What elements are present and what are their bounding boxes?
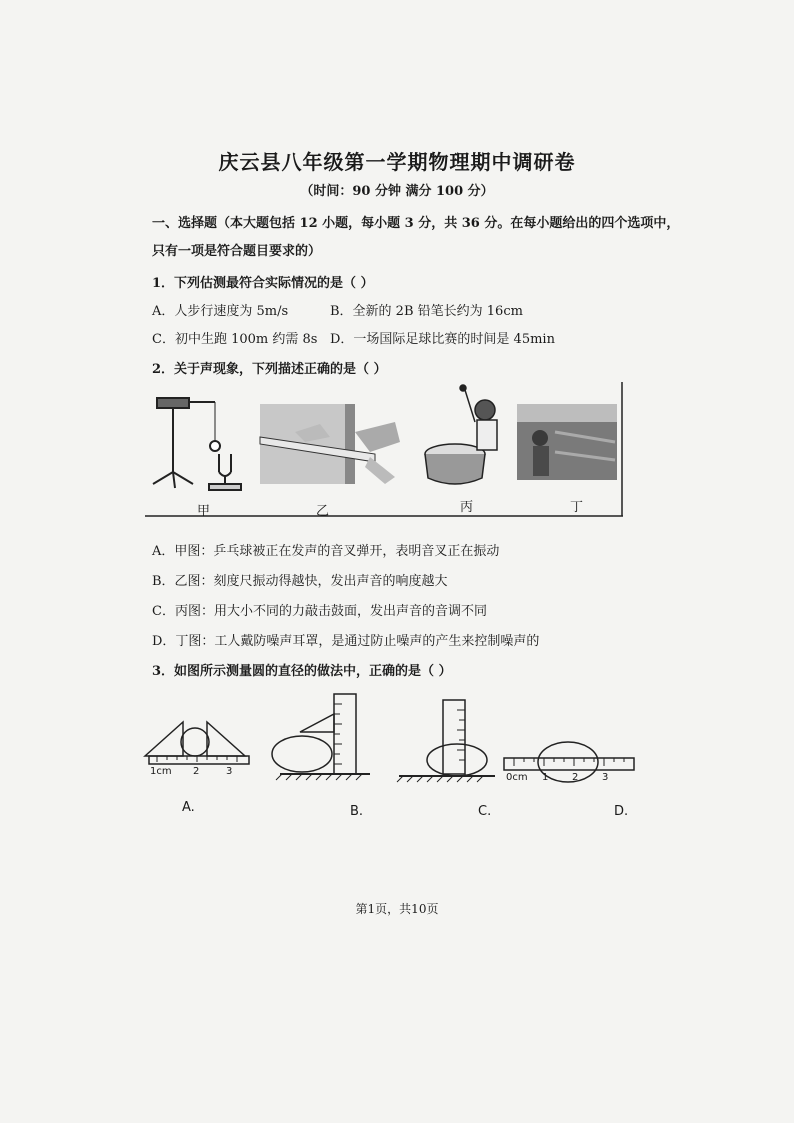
- ruler-d-label-2: 2: [572, 772, 579, 783]
- q1-option-d: D．一场国际足球比赛的时间是 45min: [330, 332, 555, 347]
- q2-option-b: B．乙图：刻度尺振动得越快，发出声音的响度越大: [152, 574, 448, 589]
- ruler-a-label-1cm: 1cm: [150, 766, 172, 777]
- q2-option-a: A．甲图：乒乓球被正在发声的音叉弹开，表明音叉正在振动: [152, 544, 500, 559]
- q3-figure-label-a: A.: [182, 800, 195, 815]
- q2-figure-label-yi: 乙: [316, 504, 330, 519]
- vibrating-ruler-figure: [260, 404, 400, 484]
- q2-figure-label-bing: 丙: [460, 500, 474, 515]
- drum-figure: [425, 385, 497, 484]
- section-heading-line2: 只有一项是符合题目要求的）: [152, 244, 322, 259]
- q1-option-c: C．初中生跑 100m 约需 8s: [152, 332, 318, 347]
- q3-figure-label-d: D.: [614, 804, 629, 819]
- q3-figure-label-c: C.: [478, 804, 492, 819]
- page-footer: 第1页，共10页: [355, 902, 439, 916]
- section-heading-line1: 一、选择题（本大题包括 12 小题，每小题 3 分，共 36 分。在每小题给出的四个选项中，: [152, 216, 680, 231]
- q3-figure-b: [270, 692, 380, 784]
- q3-figure-label-b: B.: [350, 804, 364, 819]
- ruler-d-label-0cm: 0cm: [506, 772, 528, 783]
- q2-option-c: C．丙图：用大小不同的力敲击鼓面，发出声音的音调不同: [152, 604, 487, 619]
- q2-figure-label-jia: 甲: [197, 504, 211, 519]
- ruler-a-label-3: 3: [226, 766, 233, 777]
- q1-option-b: B．全新的 2B 铅笔长约为 16cm: [330, 304, 523, 319]
- ruler-d-label-3: 3: [602, 772, 609, 783]
- tuning-fork-figure: [153, 398, 241, 490]
- page-title: 庆云县八年级第一学期物理期中调研卷: [218, 150, 576, 174]
- q1-stem: 1．下列估测最符合实际情况的是（ ）: [152, 276, 374, 291]
- q2-figure-label-ding: 丁: [570, 500, 584, 515]
- q2-stem: 2．关于声现象，下列描述正确的是（ ）: [152, 362, 387, 377]
- exam-time-info: （时间：90 分钟 满分 100 分）: [300, 184, 494, 199]
- q1-option-a: A．人步行速度为 5m/s: [152, 304, 289, 319]
- q3-stem: 3．如图所示测量圆的直径的做法中，正确的是（ ）: [152, 664, 452, 679]
- q3-figure-c: [395, 698, 505, 788]
- q2-figure-panel: [145, 382, 625, 518]
- ruler-d-label-1: 1: [542, 772, 549, 783]
- factory-workers-photo: [517, 404, 617, 480]
- ruler-a-label-2: 2: [193, 766, 200, 777]
- q2-option-d: D．丁图：工人戴防噪声耳罩，是通过防止噪声的产生来控制噪声的: [152, 634, 540, 649]
